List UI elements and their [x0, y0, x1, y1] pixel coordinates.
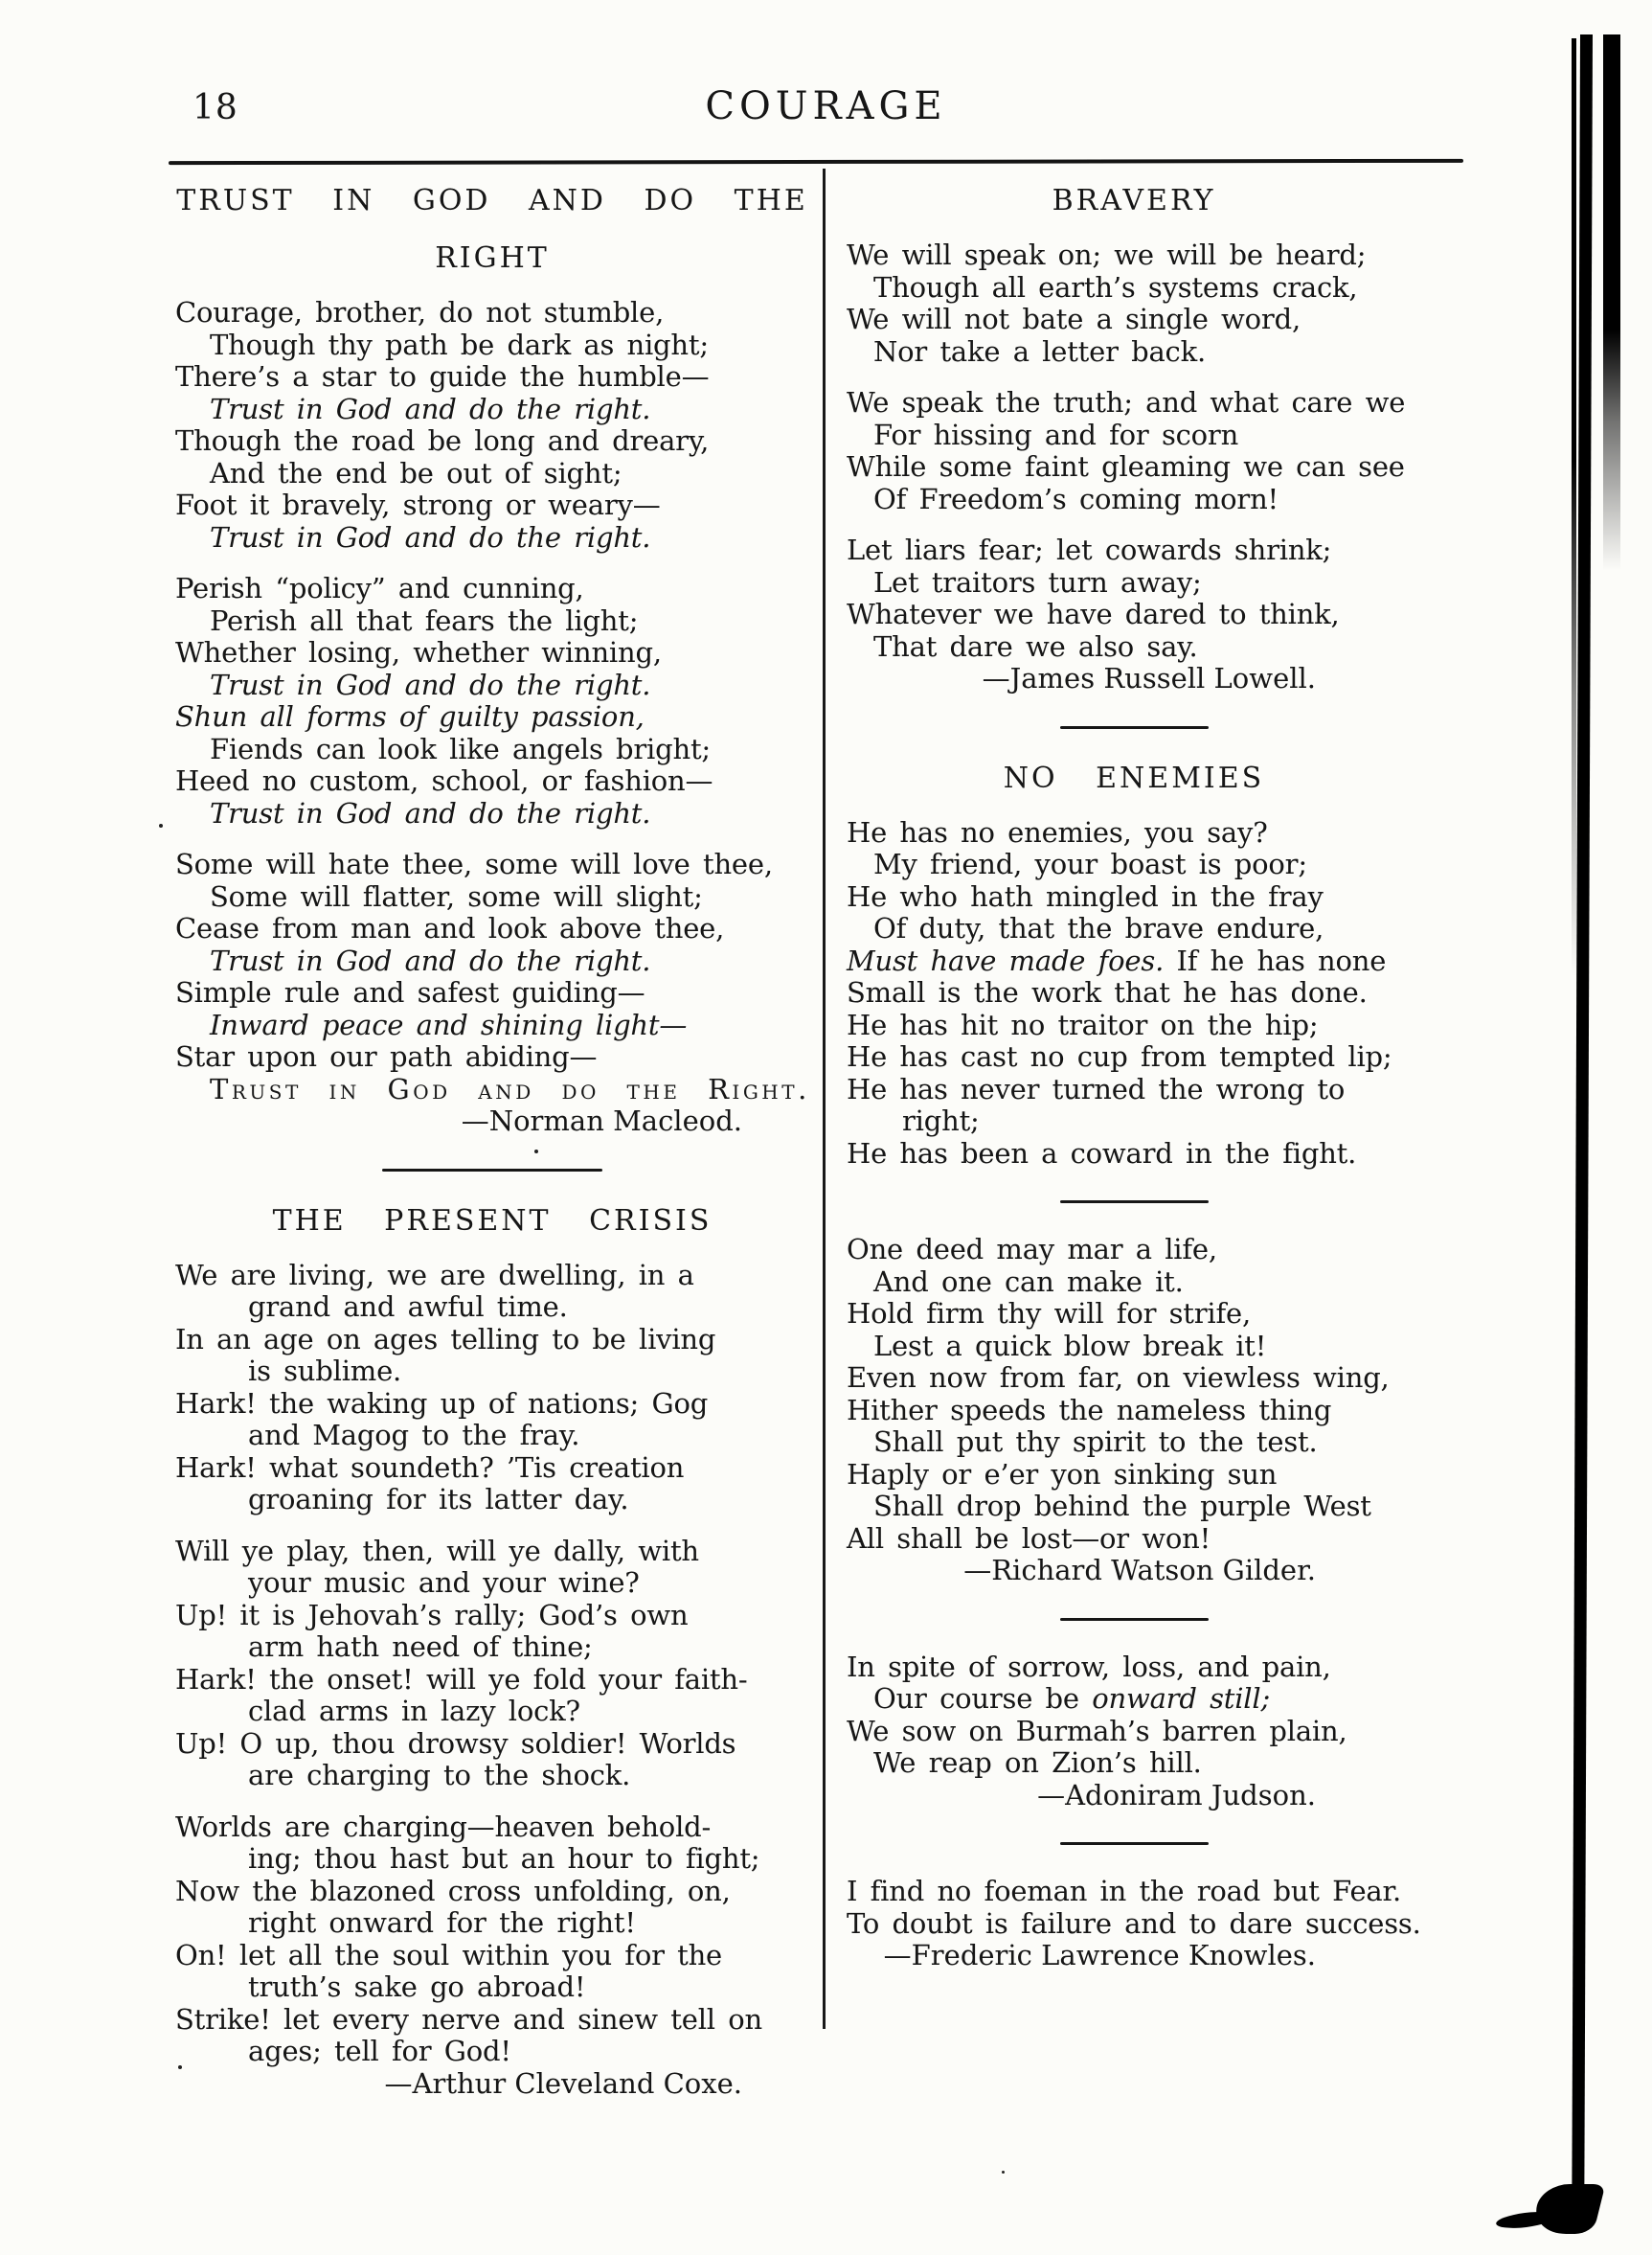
scan-edge-bar — [1603, 34, 1620, 571]
poem-line: We reap on Zion’s hill. — [873, 1746, 1202, 1779]
poem-line: Shall put thy spirit to the test. — [873, 1425, 1318, 1458]
poem-line-segment-italic: Must have made foes. — [847, 944, 1165, 977]
scan-speck — [1002, 2171, 1005, 2174]
poem-line: Trust in God and do the right. — [210, 944, 651, 977]
poem-title: BRAVERY — [1052, 184, 1216, 217]
poem-line: And the end be out of sight; — [210, 456, 622, 490]
header-rule — [169, 159, 1463, 165]
scan-edge-bar — [1572, 38, 1576, 977]
scan-edge-blob — [1530, 2184, 1606, 2234]
poem-line: In an age on ages telling to be living — [175, 1322, 716, 1355]
poem-line: Worlds are charging—heaven behold- — [175, 1810, 712, 1843]
poem-line: Hark! the onset! will ye fold your faith- — [175, 1662, 748, 1696]
poem-line: My friend, your boast is poor; — [873, 848, 1307, 880]
poem-line: Trust in God and do the Right. — [210, 1072, 810, 1105]
poem — [847, 1651, 1421, 1812]
attribution: —James Russell Lowell. — [982, 662, 1316, 695]
poem-line: Cease from man and look above thee, — [175, 912, 725, 945]
attribution: —Arthur Cleveland Coxe. — [384, 2066, 742, 2100]
poem-line: He has never turned the wrong to — [847, 1072, 1346, 1105]
poem-title: THE PRESENT CRISIS — [272, 1203, 713, 1238]
section-separator — [1060, 1618, 1209, 1621]
poem-line: We will speak on; we will be heard; — [847, 239, 1367, 271]
stanza — [847, 1234, 1421, 1555]
page-number: 18 — [192, 88, 238, 127]
poem-line: Small is the work that he has done. — [847, 976, 1368, 1009]
poem-line: Trust in God and do the right. — [210, 668, 651, 701]
poem-line: Lest a quick blow break it! — [873, 1329, 1267, 1362]
poem-line: Even now from far, on viewless wing, — [847, 1361, 1390, 1394]
page-header-title: COURAGE — [705, 84, 947, 128]
poem — [175, 1202, 809, 2101]
poem-line: Though the road be long and dreary, — [175, 424, 710, 457]
poem-line: We speak the truth; and what care we — [847, 386, 1406, 419]
section-separator — [1060, 726, 1209, 729]
poem-line: We are living, we are dwelling, in a — [175, 1258, 694, 1291]
poem-line: He who hath mingled in the fray — [847, 879, 1324, 913]
poem-line: There’s a star to guide the humble— — [175, 360, 710, 393]
poem — [847, 182, 1421, 695]
poem-line: Though all earth’s systems crack, — [873, 270, 1358, 304]
poem-line: Up! it is Jehovah’s rally; God’s own — [175, 1598, 689, 1631]
poem-line: He has hit no traitor on the hip; — [847, 1008, 1319, 1041]
poem-line: We will not bate a single word, — [847, 303, 1301, 335]
poem-line: arm hath need of thine; — [248, 1630, 593, 1663]
poem-line: I find no foeman in the road but Fear. — [847, 1875, 1402, 1907]
poem-line: Strike! let every nerve and sinew tell on — [175, 2002, 762, 2036]
scan-speck — [159, 824, 163, 828]
poem-line: All shall be lost—or won! — [847, 1521, 1211, 1555]
poem-line: Fiends can look like angels bright; — [210, 732, 712, 765]
poem-line: On! let all the soul within you for the — [175, 1938, 723, 1971]
poem-line: are charging to the shock. — [248, 1759, 631, 1791]
scan-speck — [534, 1150, 538, 1153]
poem-line: Whatever we have dared to think, — [847, 598, 1340, 630]
stanza — [175, 849, 809, 1105]
poem-line: clad arms in lazy lock? — [248, 1695, 580, 1727]
poem-line-segment: Our course be — [873, 1682, 1093, 1715]
poem-line: right; — [902, 1105, 980, 1137]
poem-line: For hissing and for scorn — [873, 418, 1239, 451]
poem-line-segment: If he has none — [1164, 944, 1387, 977]
poem — [175, 182, 809, 1138]
stanza — [847, 817, 1421, 1171]
stanza — [175, 1260, 809, 1516]
poem-line: truth’s sake go abroad! — [248, 1970, 586, 2003]
poem-line: Hold firm thy will for strife, — [847, 1297, 1252, 1330]
poem-line: Foot it bravely, strong or weary— — [175, 489, 661, 521]
poem-line: your music and your wine? — [248, 1566, 640, 1599]
poem-line: We sow on Burmah’s barren plain, — [847, 1714, 1347, 1747]
poem-line: And one can make it. — [873, 1264, 1184, 1298]
attribution: —Richard Watson Gilder. — [963, 1554, 1316, 1586]
stanza — [175, 297, 809, 554]
poem-line: Up! O up, thou drowsy soldier! Worlds — [175, 1726, 736, 1760]
column-divider — [823, 169, 826, 2029]
poem-line: He has been a coward in the fight. — [847, 1136, 1357, 1170]
section-separator — [1060, 1842, 1209, 1845]
poem-line — [847, 1683, 1421, 1716]
poem-line: Trust in God and do the right. — [210, 520, 651, 554]
stanza — [847, 239, 1421, 368]
right-column — [847, 182, 1421, 1972]
poem-line: ing; thou hast but an hour to fight; — [248, 1842, 760, 1875]
poem-line: Trust in God and do the right. — [210, 796, 651, 830]
poem-line: Shun all forms of guilty passion, — [175, 700, 645, 733]
poem-line: right onward for the right! — [248, 1906, 636, 1939]
poem-line: He has no enemies, you say? — [847, 815, 1268, 849]
scan-speck — [178, 2065, 182, 2069]
poem-line: Some will flatter, some will slight; — [210, 879, 703, 913]
stanza — [175, 1811, 809, 2068]
poem-line: ages; tell for God! — [248, 2035, 511, 2067]
poem-line: Of Freedom’s coming morn! — [873, 482, 1279, 515]
poem — [847, 1234, 1421, 1587]
poem — [847, 1876, 1421, 1972]
section-separator — [382, 1169, 602, 1172]
poem-line: Now the blazoned cross unfolding, on, — [175, 1874, 731, 1907]
poem-line: To doubt is failure and to dare success. — [847, 1906, 1421, 1940]
poem-title: NO ENEMIES — [1003, 761, 1265, 795]
poem-line: Star upon our path abiding— — [175, 1040, 598, 1073]
poem-line: Let traitors turn away; — [873, 565, 1202, 599]
poem-line: Perish all that fears the light; — [210, 604, 639, 637]
poem-line: Heed no custom, school, or fashion— — [175, 764, 713, 797]
poem-line: In spite of sorrow, loss, and pain, — [847, 1650, 1331, 1683]
poem-line: grand and awful time. — [248, 1290, 568, 1323]
poem-line: and Magog to the fray. — [248, 1419, 580, 1451]
poem — [847, 760, 1421, 1171]
poem-line: is sublime. — [248, 1355, 402, 1387]
poem-title: TRUST IN GOD AND DO THE — [176, 184, 808, 217]
poem-line: He has cast no cup from tempted lip; — [847, 1040, 1392, 1073]
stanza — [847, 1876, 1421, 1940]
left-column — [175, 182, 809, 2100]
stanza — [847, 387, 1421, 515]
stanza — [175, 1536, 809, 1792]
poem-line: Whether losing, whether winning, — [175, 636, 662, 669]
attribution: —Adoniram Judson. — [1037, 1778, 1316, 1811]
poem-line: Hark! the waking up of nations; Gog — [175, 1386, 709, 1420]
poem-line: Hither speeds the nameless thing — [847, 1393, 1332, 1426]
stanza — [847, 1651, 1421, 1780]
poem-line: Perish “policy” and cunning, — [175, 572, 584, 604]
poem-line: Inward peace and shining light— — [210, 1008, 688, 1041]
poem-line: Will ye play, then, will ye dally, with — [175, 1534, 699, 1567]
stanza — [175, 573, 809, 830]
poem-line: One deed may mar a life, — [847, 1233, 1217, 1265]
poem-line: groaning for its latter day. — [248, 1483, 629, 1515]
poem-line: Some will hate thee, some will love thee, — [175, 848, 773, 880]
stanza — [847, 535, 1421, 663]
poem-line: Though thy path be dark as night; — [210, 328, 709, 361]
poem-line: Shall drop behind the purple West — [873, 1490, 1371, 1522]
poem-line: Courage, brother, do not stumble, — [175, 296, 665, 329]
poem-line: Simple rule and safest guiding— — [175, 976, 645, 1009]
poem-title: RIGHT — [435, 241, 550, 275]
attribution: —Norman Macleod. — [461, 1105, 742, 1137]
poem-line: Haply or e’er yon sinking sun — [847, 1457, 1278, 1491]
section-separator — [1060, 1200, 1209, 1203]
poem-line: Of duty, that the brave endure, — [873, 912, 1324, 945]
poem-line: Nor take a letter back. — [873, 334, 1206, 368]
poem-line: Trust in God and do the right. — [210, 392, 651, 425]
attribution: —Frederic Lawrence Knowles. — [883, 1939, 1316, 1971]
poem-line: Hark! what soundeth? ’Tis creation — [175, 1450, 685, 1484]
poem-line — [847, 945, 1421, 978]
poem-line-segment-italic: onward still; — [1092, 1682, 1271, 1715]
poem-line: Let liars fear; let cowards shrink; — [847, 534, 1332, 566]
poem-line: That dare we also say. — [873, 629, 1198, 663]
poem-line: While some faint gleaming we can see — [847, 450, 1405, 483]
